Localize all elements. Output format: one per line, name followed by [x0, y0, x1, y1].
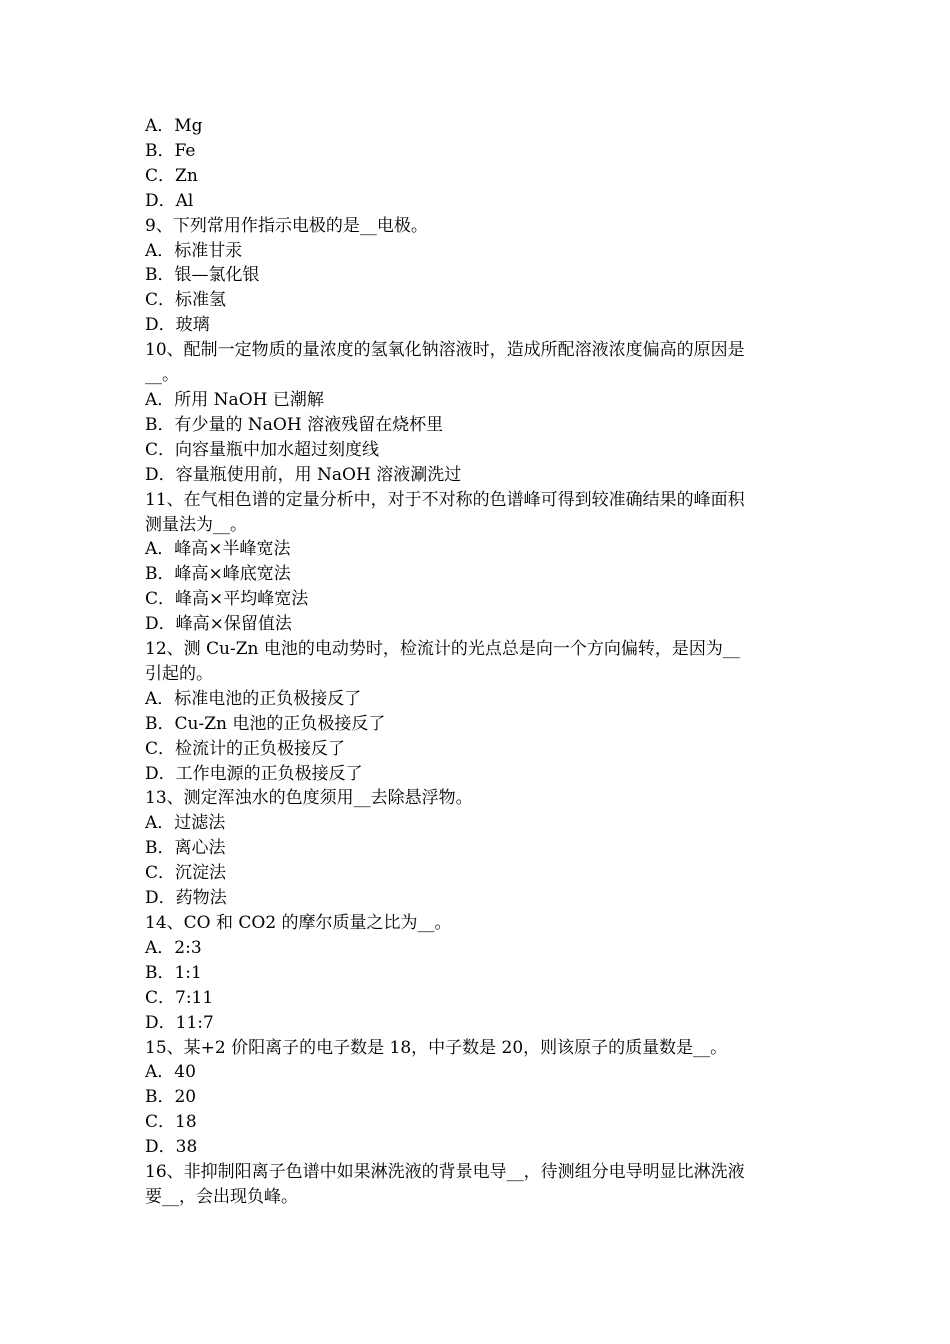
question-14: 14、CO 和 CO2 的摩尔质量之比为__。 [145, 913, 452, 933]
question-16-cont: 要__，会出现负峰。 [145, 1186, 298, 1207]
option-line: C．Zn [145, 165, 198, 186]
question-10: 10、配制一定物质的量浓度的氢氧化钠溶液时，造成所配溶液浓度偏高的原因是 [145, 340, 745, 361]
question-12: 12、测 Cu-Zn 电池的电动势时，检流计的光点总是向一个方向偏转，是因为__ [145, 639, 740, 660]
option-line: B．有少量的 NaOH 溶液残留在烧杯里 [145, 414, 444, 435]
option-line: D．峰高×保留值法 [145, 614, 292, 635]
question-11: 11、在气相色谱的定量分析中，对于不对称的色谱峰可得到较准确结果的峰面积 [145, 489, 745, 510]
option-line: A．过滤法 [145, 813, 226, 834]
option-line: A．所用 NaOH 已潮解 [145, 389, 324, 410]
option-line: C．18 [145, 1112, 197, 1133]
option-line: B．1:1 [145, 962, 202, 983]
question-10-cont: __。 [145, 365, 179, 386]
question-11-cont: 测量法为__。 [145, 514, 247, 535]
option-line: C．7:11 [145, 987, 214, 1008]
option-line: B．20 [145, 1087, 197, 1108]
question-13: 13、测定浑浊水的色度须用__去除悬浮物。 [145, 788, 473, 809]
option-line: D．Al [145, 190, 194, 211]
option-line: D．工作电源的正负极接反了 [145, 763, 363, 784]
option-line: A．Mg [145, 116, 203, 136]
question-15: 15、某+2 价阳离子的电子数是 18，中子数是 20，则该原子的质量数是__。 [145, 1037, 728, 1058]
option-line: C．标准氢 [145, 290, 227, 311]
option-line: C．向容量瓶中加水超过刻度线 [145, 439, 380, 460]
option-line: D．38 [145, 1137, 198, 1158]
question-9: 9、下列常用作指示电极的是__电极。 [145, 215, 428, 236]
option-line: B．Fe [145, 140, 196, 161]
option-line: C．检流计的正负极接反了 [145, 738, 346, 759]
option-line: B．Cu-Zn 电池的正负极接反了 [145, 713, 386, 734]
question-16: 16、非抑制阳离子色谱中如果淋洗液的背景电导__，待测组分电导明显比淋洗液 [145, 1162, 745, 1183]
option-line: A．峰高×半峰宽法 [145, 539, 291, 560]
option-line: A．40 [145, 1062, 196, 1083]
option-line: A．2:3 [145, 937, 202, 958]
option-line: C．峰高×平均峰宽法 [145, 589, 309, 610]
option-line: D．11:7 [145, 1012, 214, 1033]
option-line: D．容量瓶使用前，用 NaOH 溶液涮洗过 [145, 464, 462, 485]
question-12-cont: 引起的。 [145, 663, 213, 684]
option-line: B．银—氯化银 [145, 265, 260, 286]
option-line: A．标准甘汞 [145, 240, 243, 261]
option-line: B．峰高×峰底宽法 [145, 564, 291, 585]
option-line: D．药物法 [145, 888, 227, 909]
document-body [145, 114, 815, 1210]
option-line: B．离心法 [145, 838, 226, 859]
option-line: C．沉淀法 [145, 863, 227, 884]
option-line: A．标准电池的正负极接反了 [145, 688, 362, 709]
option-line: D．玻璃 [145, 315, 210, 336]
